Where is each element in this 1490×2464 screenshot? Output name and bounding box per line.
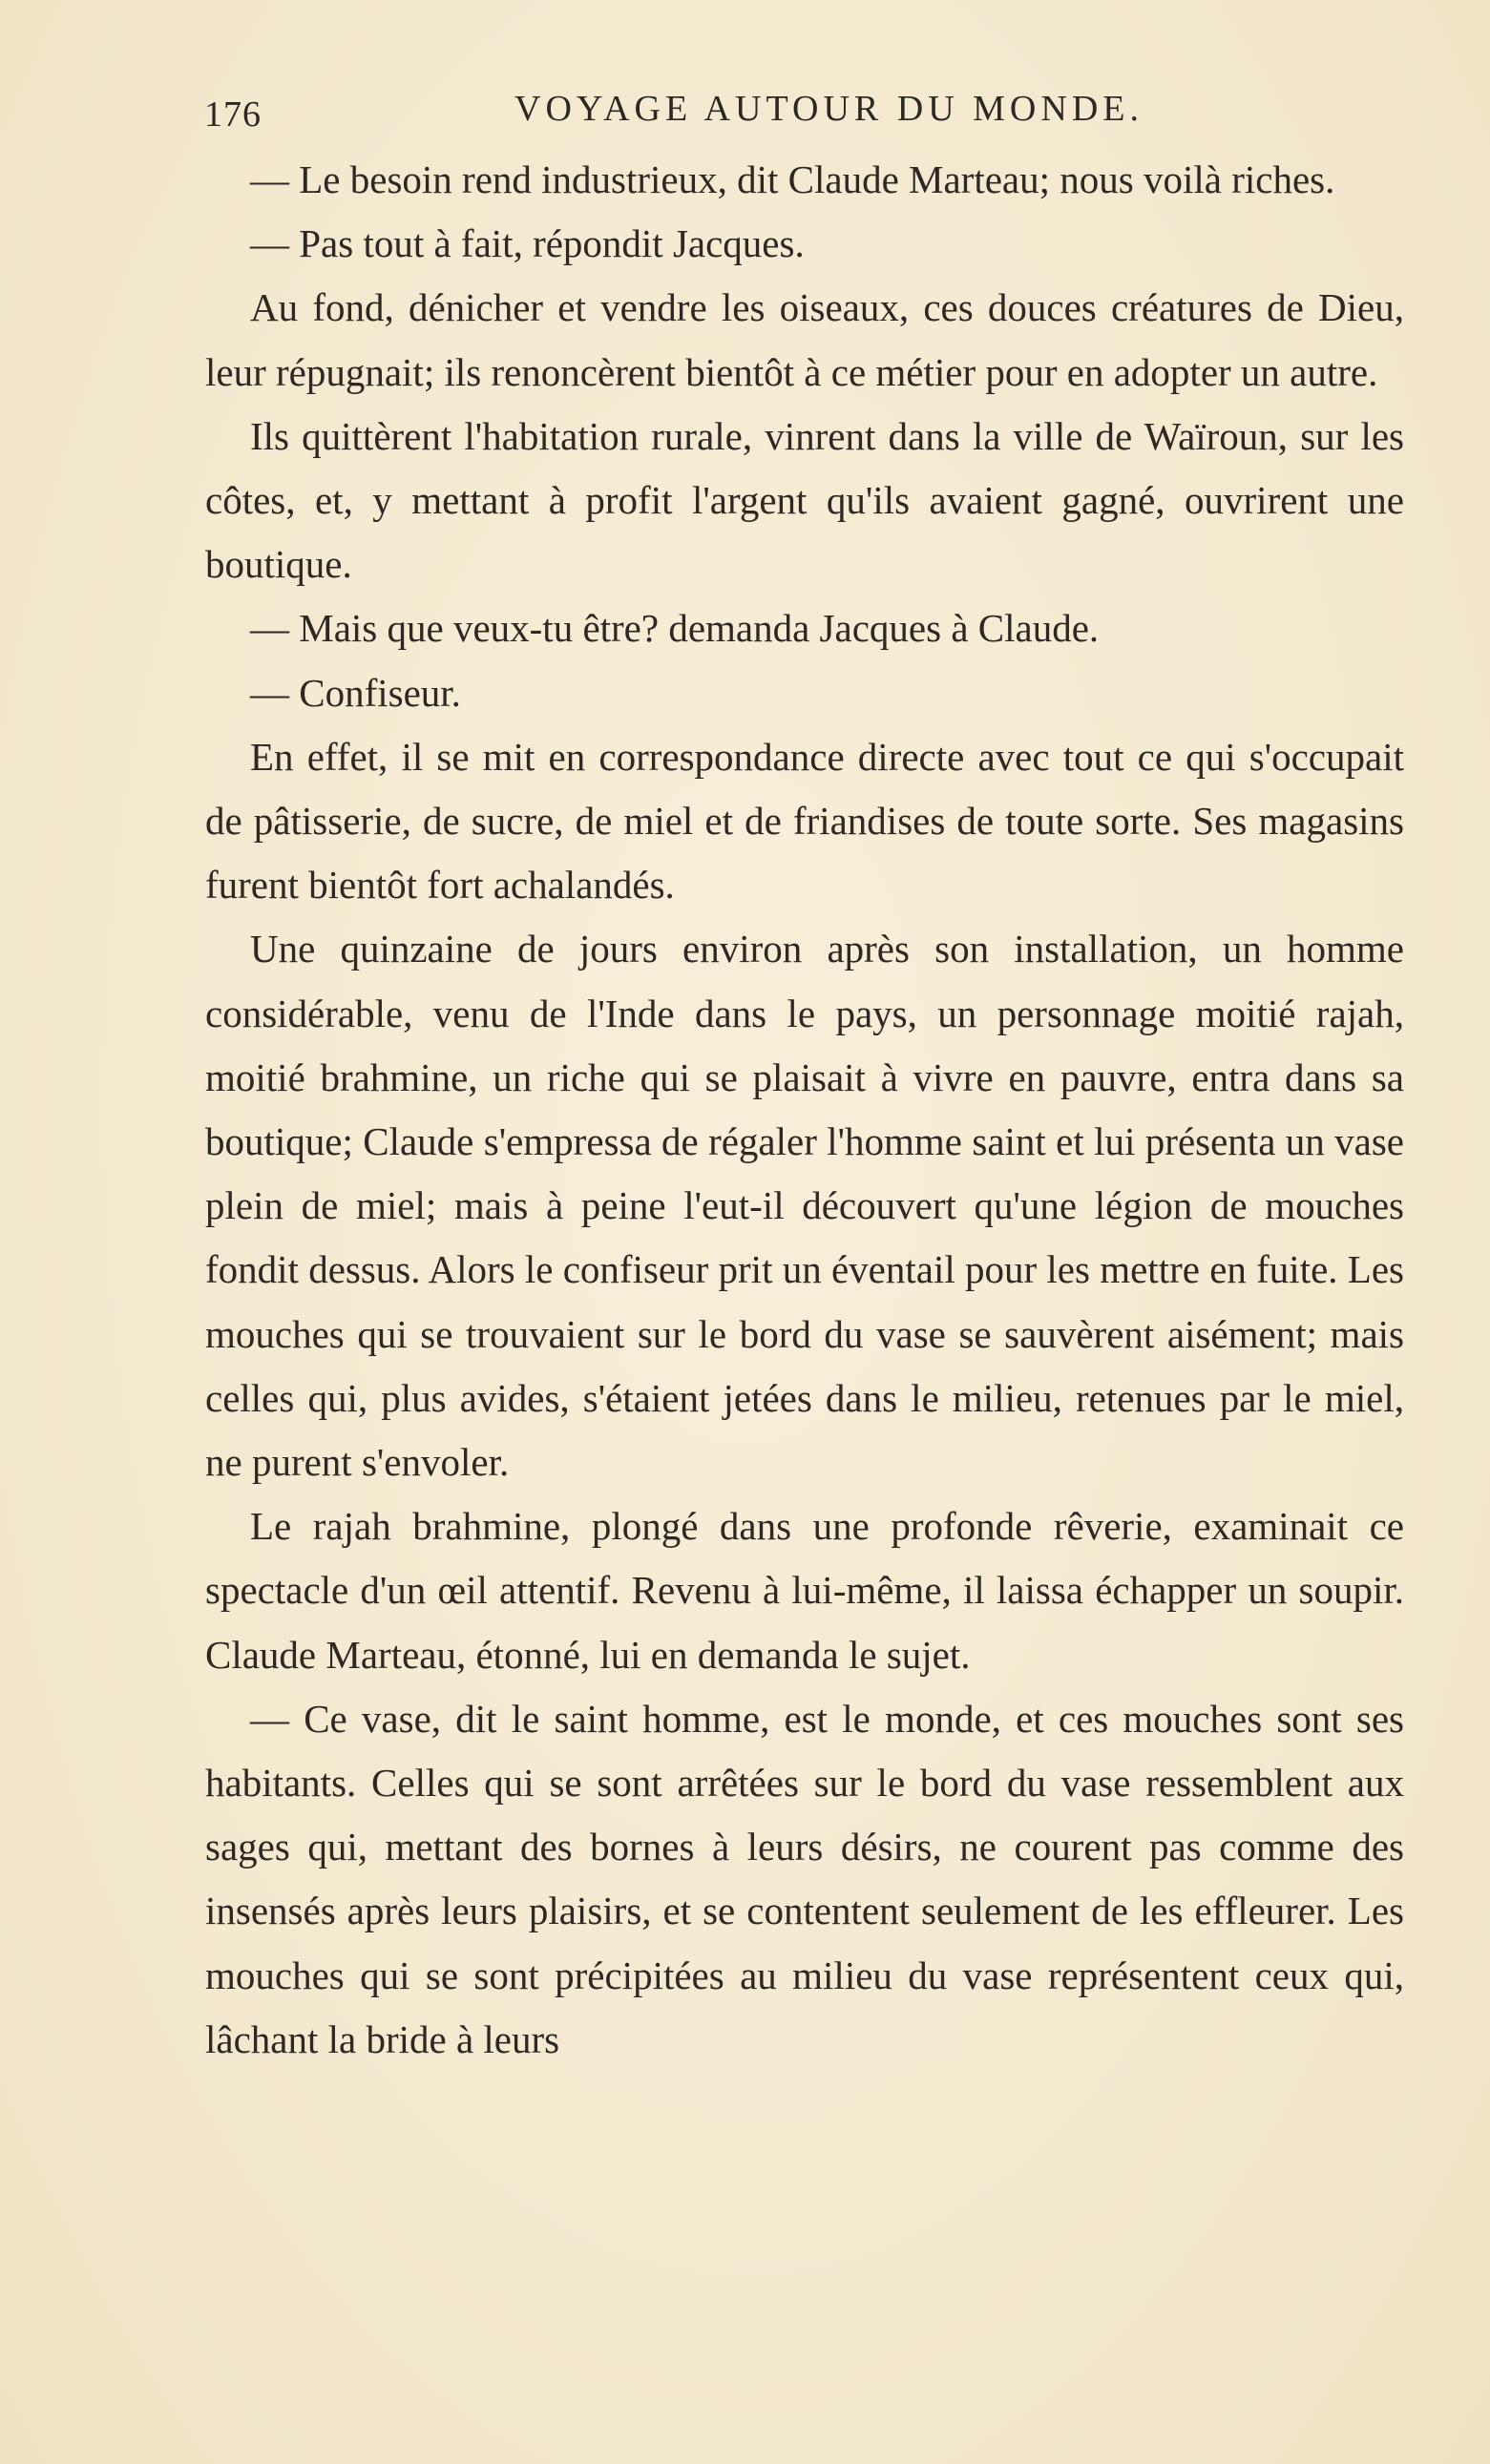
paragraph-7: En effet, il se mit en correspondance directe avec tout ce qui s'occupait de pâtisserie, de sucre, de miel et de friandises de toute sorte. Ses magasins furent bientôt fort achalandés. — [205, 734, 1404, 908]
paragraph-1: — Le besoin rend industrieux, dit Claude Marteau; nous voilà riches. — [250, 157, 1335, 201]
paragraph-3: Au fond, dénicher et vendre les oiseaux, ces douces créatures de Dieu, leur répugnait; ils renoncèrent bientôt à ce métier pour en adopter un autre. — [205, 285, 1404, 394]
page-number: 176 — [204, 94, 262, 135]
paragraph-6: — Confiseur. — [250, 670, 461, 715]
paragraph-4: Ils quittèrent l'habitation rurale, vinrent dans la ville de Waïroun, sur les côtes, et, y mettant à profit l'argent qu'ils avaient gagné, ouvrirent une boutique. — [205, 413, 1404, 587]
text-block — [205, 148, 1404, 2072]
paragraph-5: — Mais que veux-tu être? demanda Jacques à Claude. — [250, 606, 1100, 651]
running-title: VOYAGE AUTOUR DU MONDE. — [514, 89, 1144, 129]
paragraph-2: — Pas tout à fait, répondit Jacques. — [250, 221, 805, 266]
running-head — [204, 84, 1407, 141]
paragraph-10: — Ce vase, dit le saint homme, est le monde, et ces mouches sont ses habitants. Celles qui se sont arrêtées sur le bord du vase ressemblent aux sages qui, mettant des bornes à leurs désirs, ne courent pas comme des insensés après leurs plaisirs, et se contentent seulement de les effleurer. Les mouches qui se sont précipitées au milieu du vase représentent ceux qui, lâchant la bride à leurs — [205, 1696, 1404, 2061]
paragraph-8: Une quinzaine de jours environ après son installation, un homme considérable, venu de l'Inde dans le pays, un personnage moitié rajah, moitié brahmine, un riche qui se plaisait à vivre en pauvre, entra dans sa boutique; Claude s'empressa de régaler l'homme saint et lui présenta un vase plein de miel; mais à peine l'eut-il découvert qu'une légion de mouches fondit dessus. Alors le confiseur prit un éventail pour les mettre en fuite. Les mouches qui se trouvaient sur le bord du vase se sauvèrent aisément; mais celles qui, plus avides, s'étaient jetées dans le milieu, retenues par le miel, ne purent s'envoler. — [205, 927, 1404, 1485]
paragraph-9: Le rajah brahmine, plongé dans une profonde rêverie, examinait ce spectacle d'un œil attentif. Revenu à lui-même, il laissa échapper un soupir. Claude Marteau, étonné, lui en demanda le sujet. — [205, 1504, 1404, 1677]
